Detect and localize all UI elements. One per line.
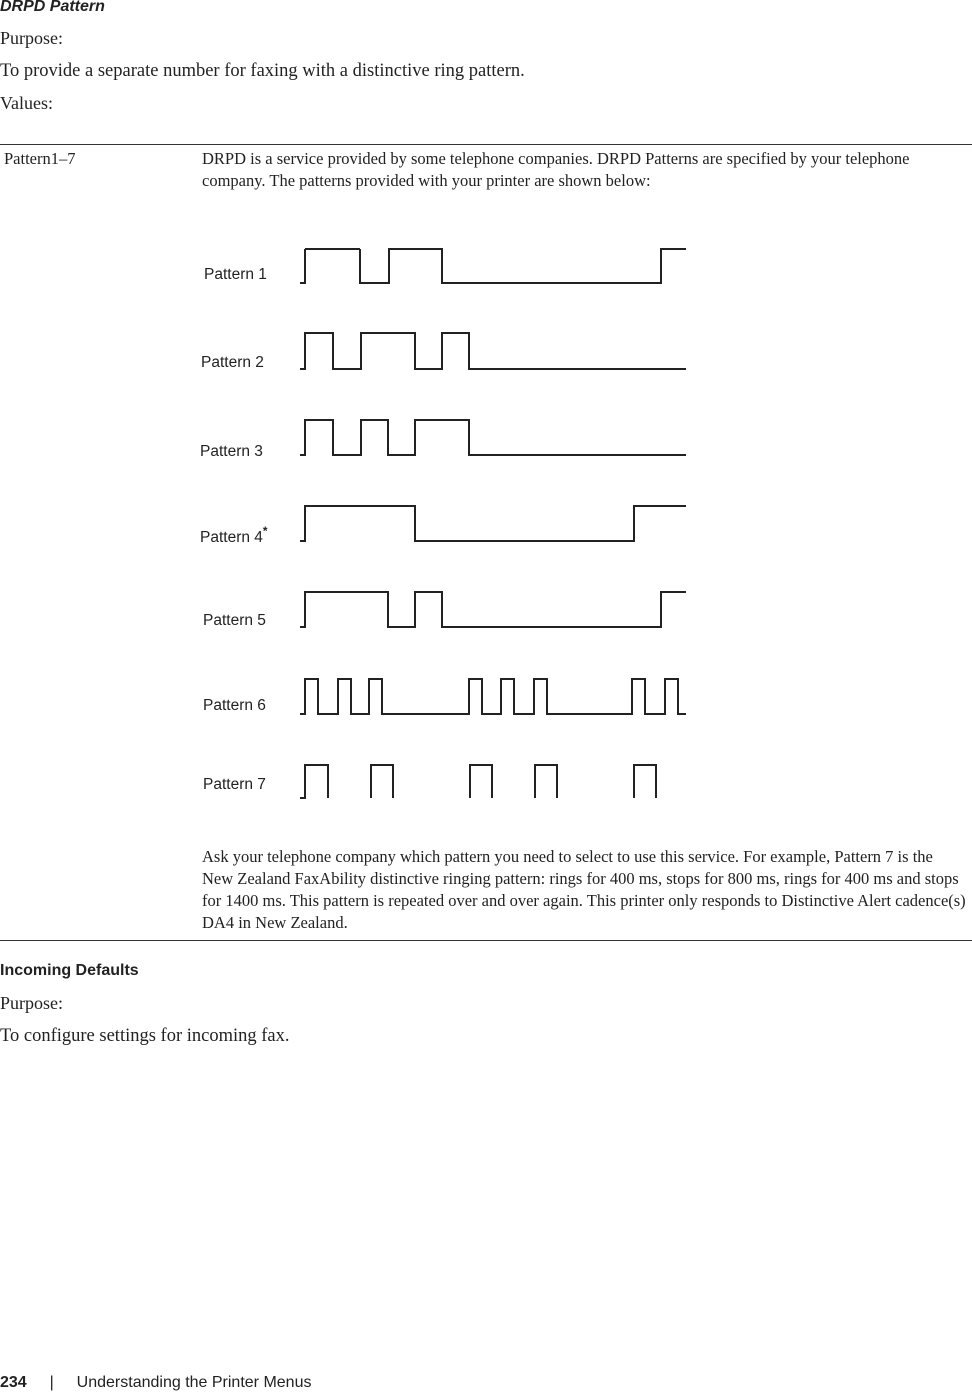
table-description: DRPD is a service provided by some telephone companies. DRPD Patterns are specified by your telephone company. The patterns provided with your printer are shown below: (202, 149, 910, 190)
pattern-label-4: Pattern 4* (200, 524, 268, 546)
pattern-1-waveform (300, 249, 686, 283)
section-title-incoming-defaults: Incoming Defaults (0, 962, 139, 979)
purpose-text: To provide a separate number for faxing with a distinctive ring pattern. (0, 61, 525, 81)
purpose-label: Purpose: (0, 993, 63, 1013)
pattern-2-waveform (300, 333, 686, 369)
table-top-rule (0, 144, 972, 145)
pattern-label-1: Pattern 1 (204, 266, 267, 283)
pattern-6-waveform (300, 679, 686, 714)
pattern-label-3: Pattern 3 (200, 443, 263, 460)
table-key-cell: Pattern1–7 (4, 149, 76, 168)
values-label: Values: (0, 93, 53, 113)
page-footer (0, 1374, 311, 1392)
pattern-3-waveform (300, 420, 686, 455)
table-note: Ask your telephone company which pattern you need to select to use this service. For example, Pattern 7 is the New Zealand FaxAbility distinctive ringing pattern: rings for 400 ms, stops for 800 ms, rings for 400 ms and stops for 1400 ms. This pattern is repeated over and over again. This printer only responds to Distinctive Alert cadence(s) DA4 in New Zealand. (202, 847, 966, 932)
purpose-text: To configure settings for incoming fax. (0, 1026, 290, 1046)
page-number: 234 (0, 1374, 27, 1391)
pattern-4-waveform (300, 506, 686, 541)
purpose-label: Purpose: (0, 28, 63, 48)
pattern-label-6: Pattern 6 (203, 697, 266, 714)
footer-separator: | (49, 1374, 54, 1391)
pattern-label-5: Pattern 5 (203, 612, 266, 629)
default-marker: * (262, 524, 268, 538)
table-bottom-rule (0, 940, 972, 941)
pattern-label-7: Pattern 7 (203, 776, 266, 793)
pattern-label-2: Pattern 2 (201, 354, 264, 371)
pattern-7-waveform (300, 765, 656, 798)
pattern-5-waveform (300, 592, 686, 627)
chapter-title: Understanding the Printer Menus (76, 1374, 312, 1391)
section-title-drpd-pattern: DRPD Pattern (0, 0, 105, 15)
